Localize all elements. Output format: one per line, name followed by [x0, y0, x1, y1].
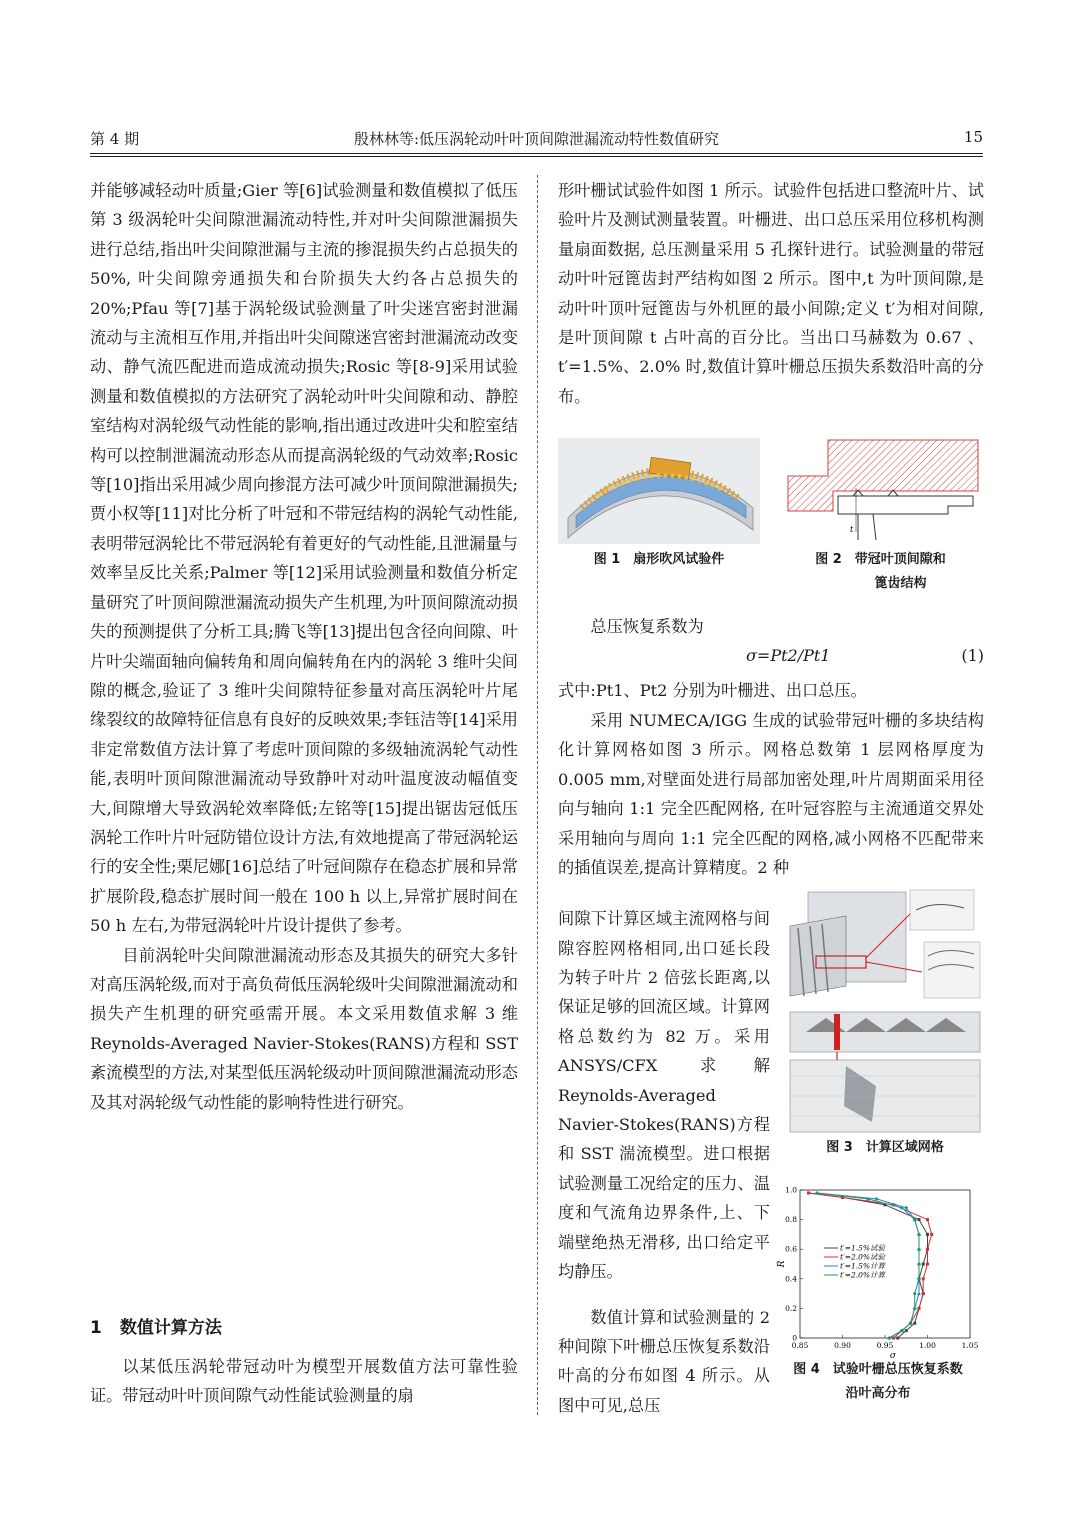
figure-4-caption-line1: 图 4 试验叶栅总压恢复系数 — [793, 1362, 963, 1377]
legend-label: t′=1.5%试验 — [840, 1243, 886, 1253]
y-tick-label: 0.4 — [785, 1274, 797, 1284]
paragraph: 间隙下计算区域主流网格与间隙容腔网格相同,出口延长段为转子叶片 2 倍弦长距离,以保证足够的回流区域。计算网格总数约为 82 万。采用 ANSYS/CFX 求解 Reynolds-Averaged Navier-Stokes(RANS)方程和 SST 湍流模型。进口根据试验测量工况给定的压力、温度和气流角边界条件,上、下端壁绝热无滑移, 出口给定平均静压。 — [558, 909, 770, 1282]
header-rule — [90, 153, 983, 154]
paragraph: 以某低压涡轮带冠动叶为模型开展数值方法可靠性验证。带冠动叶叶顶间隙气动性能试验测量的扇 — [90, 1357, 518, 1406]
y-tick-label: 1.0 — [785, 1185, 797, 1195]
running-title: 殷林林等:低压涡轮动叶叶顶间隙泄漏流动特性数值研究 — [353, 130, 720, 148]
figure-4-chart — [776, 1180, 984, 1360]
data-point — [930, 1233, 933, 1236]
data-point — [926, 1218, 929, 1221]
section-title: 数值计算方法 — [119, 1318, 222, 1338]
y-tick-label: 0.8 — [785, 1215, 797, 1225]
x-tick-label: 0.90 — [834, 1341, 851, 1350]
figure-2-caption-line2: 篦齿结构 — [874, 576, 927, 591]
data-point — [926, 1263, 929, 1266]
x-axis-label: σ — [889, 1351, 897, 1360]
right-column-top — [558, 176, 984, 411]
data-point — [892, 1337, 895, 1340]
paragraph: 总压恢复系数为 — [590, 617, 704, 636]
data-point — [922, 1277, 925, 1280]
gap-label: t — [850, 525, 854, 534]
section-number: 1 — [90, 1318, 102, 1338]
equation-formula: σ=Pt2/Pt1 — [746, 646, 831, 665]
paragraph: 目前涡轮叶尖间隙泄漏流动形态及其损失的研究大多针对高压涡轮级,而对于高负荷低压涡轮级叶尖间隙泄漏流动和损失产生机理的研究亟需开展。本文采用数值求解 3 维 Reynolds-Averaged Navier-Stokes(RANS)方程和 SST 紊流模型的方法,对某型低压涡轮级动叶顶间隙泄漏流动形态及其对涡轮级气动性能的影响特性进行研究。 — [90, 945, 518, 1112]
paragraph: 形叶栅试试验件如图 1 所示。试验件包括进口整流叶片、试验叶片及测试测量装置。叶栅进、出口总压采用位移机构测量扇面数据, 总压测量采用 5 孔探针进行。试验测量的带冠动叶叶冠篦齿封严结构如图 2 所示。图中,t 为叶顶间隙,是动叶叶顶叶冠篦齿与外机匣的最小间隙;定义 t′为相对间隙,是叶顶间隙 t 占叶高的百分比。当出口马赫数为 0.67 、t′=1.5%、2.0% 时,数值计算叶栅总压损失系数沿叶高的分布。 — [558, 181, 984, 406]
equation-where — [558, 676, 984, 705]
y-axis-label: R̄ — [777, 1260, 787, 1268]
chart-legend — [824, 1244, 887, 1280]
section-heading — [90, 1313, 240, 1338]
figure-2-caption — [778, 548, 983, 596]
figure-2-caption-line1: 图 2 带冠叶顶间隙和 — [815, 552, 946, 567]
data-point — [926, 1248, 929, 1251]
figure-1-caption: 图 1 扇形吹风试验件 — [593, 552, 725, 567]
x-tick-label: 0.85 — [791, 1341, 809, 1350]
data-point — [905, 1329, 908, 1332]
figure-1-test-piece — [558, 438, 760, 544]
equation-intro — [558, 612, 984, 641]
figure-4-caption — [772, 1358, 984, 1406]
data-point — [807, 1191, 810, 1194]
figure-3-mesh — [786, 886, 984, 1134]
header-rule-thin — [90, 156, 983, 157]
x-tick-label: 0.95 — [876, 1341, 894, 1350]
data-point — [922, 1292, 925, 1295]
x-tick-label: 1.05 — [961, 1341, 979, 1350]
y-tick-label: 0.2 — [785, 1303, 797, 1313]
paragraph: 采用 NUMECA/IGG 生成的试验带冠叶栅的多块结构化计算网格如图 3 所示。网格总数第 1 层网格厚度为 0.005 mm,对壁面处进行局部加密处理,叶片周期面采用径向与轴向 1:1 完全匹配网格, 在叶冠容腔与主流通道交界处采用轴向与周向 1:1 完全匹配的网格,减小网格不匹配带来的插值误差,提高计算精度。2 种 — [558, 711, 984, 878]
equation-number: (1) — [961, 646, 984, 665]
left-column-tail — [90, 1352, 518, 1411]
legend-label: t′=2.0%试验 — [840, 1252, 886, 1262]
left-column — [90, 176, 518, 1117]
legend-label: t′=1.5%计算 — [840, 1261, 886, 1271]
data-point — [913, 1322, 916, 1325]
y-tick-label: 0 — [792, 1333, 797, 1343]
paragraph: 数值计算和试验测量的 2 种间隙下叶栅总压恢复系数沿叶高的分布如图 4 所示。从图中可见,总压 — [558, 1307, 770, 1415]
legend-label: t′=2.0%计算 — [840, 1270, 886, 1280]
issue-number: 第 4 期 — [90, 130, 140, 148]
y-tick-label: 0.6 — [785, 1244, 797, 1254]
figure-3-caption: 图 3 计算区域网格 — [826, 1140, 944, 1155]
data-point — [926, 1233, 929, 1236]
data-point — [913, 1292, 917, 1296]
data-point — [918, 1307, 921, 1310]
page-number: 15 — [963, 128, 983, 146]
data-point — [917, 1292, 921, 1296]
column-divider — [537, 175, 538, 1415]
figure-4-caption-line2: 沿叶高分布 — [845, 1386, 911, 1401]
x-tick-label: 1.00 — [919, 1341, 936, 1350]
paragraph: 并能够减轻动叶质量;Gier 等[6]试验测量和数值模拟了低压第 3 级涡轮叶尖间隙泄漏流动特性,并对叶尖间隙泄漏损失进行总结,指出叶尖间隙泄漏与主流的掺混损失约占总损失的 50%, 叶尖间隙旁通损失和台阶损失大约各占总损失的 20%;Pfau 等[7]基于涡轮级试验测量了叶尖迷宫密封泄漏流动与主流相互作用,并指出叶尖间隙迷宫密封泄漏流动改变动、静气流匹配进而造成流动损失;Rosic 等[8-9]采用试验测量和数值模拟的方法研究了涡轮动叶叶尖间隙和动、静腔室结构对涡轮级气动性能的影响,指出通过改进叶尖和腔室结构可以控制泄漏流动形态从而提高涡轮级的气动效率;Rosic 等[10]指出采用减少周向掺混方法可减少叶顶间隙泄漏损失;贾小权等[11]对比分析了叶冠和不带冠结构的涡轮气动性能,表明带冠涡轮比不带冠涡轮有着更好的气动性能,且泄漏量与效率呈反比关系;Palmer 等[12]采用试验测量和数值分析定量研究了叶顶间隙泄漏流动损失产生机理,为叶顶间隙流动损失的预测提供了分析工具;腾飞等[13]提出包含径向间隙、叶片叶尖端面轴向偏转角和周向偏转角在内的涡轮 3 维叶尖间隙的概念,验证了 3 维叶尖间隙特征参量对高压涡轮叶片尾缘裂纹的故障特征信息有良好的反映效果;李钰洁等[14]采用非定常数值方法计算了考虑叶顶间隙的多级轴流涡轮气动性能,表明叶顶间隙泄漏流动导致静叶对动叶温度波动幅值变大,间隙增大导致涡轮效率降低;左铭等[15]提出锯齿冠低压涡轮工作叶片叶冠防错位设计方法,有效地提高了带冠涡轮运行的安全性;栗尼娜[16]总结了叶冠间隙存在稳态扩展和异常扩展阶段,稳态扩展时间一般在 100 h 以上,异常扩展时间在 50 h 左右,为带冠涡轮叶片设计提供了参考。 — [90, 181, 518, 936]
data-point — [896, 1337, 899, 1340]
right-column-mid — [558, 706, 984, 882]
paragraph: 式中:Pt1、Pt2 分别为叶栅进、出口总压。 — [558, 681, 867, 700]
data-point — [922, 1263, 925, 1266]
figure-2-shroud-seal — [778, 436, 983, 542]
right-narrow-column — [558, 888, 770, 1436]
running-header — [90, 128, 983, 152]
data-point — [918, 1218, 921, 1221]
